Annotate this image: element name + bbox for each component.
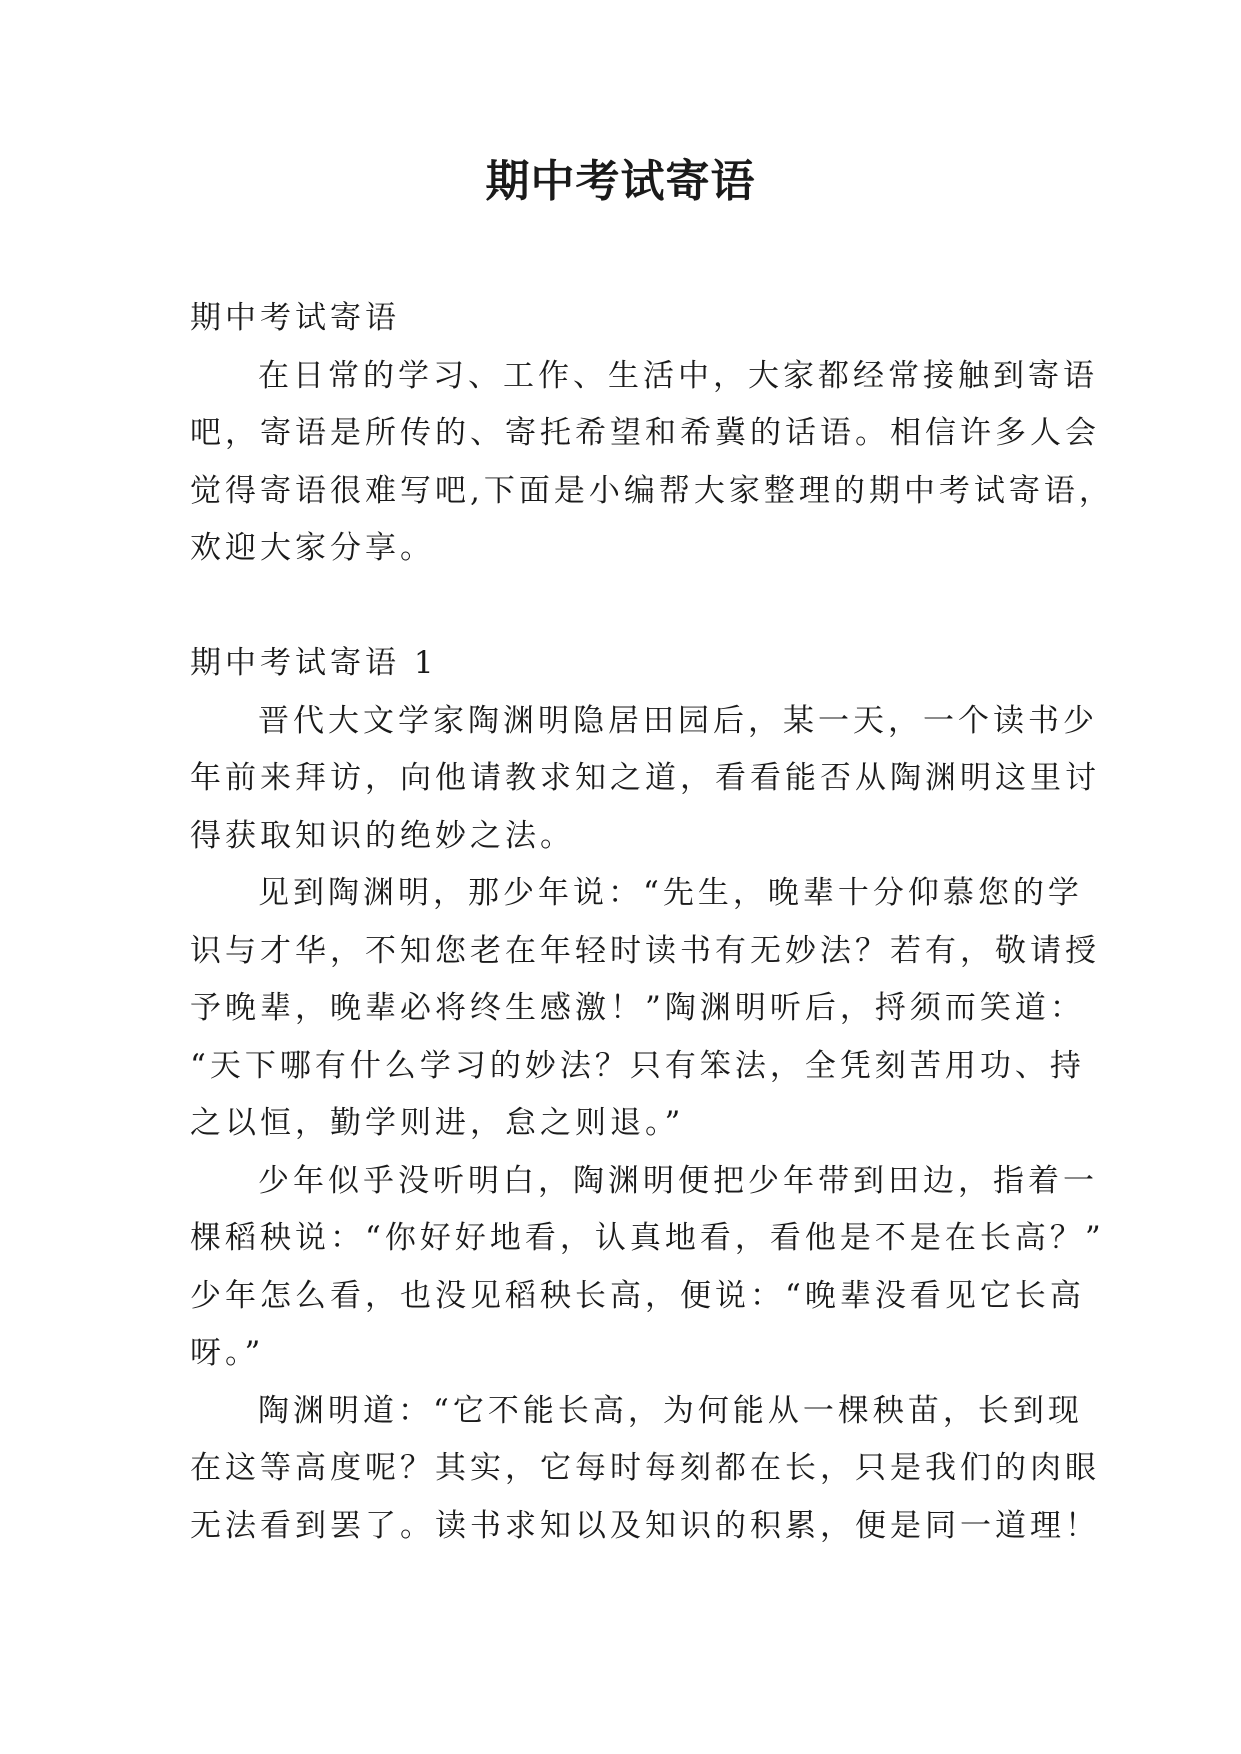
paragraph-line: 予晚辈，晚辈必将终生感激！”陶渊明听后，捋须而笑道： [190,990,1085,1026]
paragraph-1 [190,693,1100,866]
paragraph-line: 呀。” [190,1335,265,1371]
paragraph-line: 无法看到罢了。读书求知以及知识的积累，便是同一道理！ [190,1507,1100,1544]
paragraph-2 [190,865,1100,1153]
paragraph-line: 陶渊明道：“它不能长高，为何能从一棵秧苗，长到现 [258,1392,1083,1429]
paragraph-line: 少年似乎没听明白，陶渊明便把少年带到田边，指着一 [258,1162,1098,1199]
intro-line: 吧，寄语是所传的、寄托希望和希冀的话语。相信许多人会 [190,415,1100,451]
document-body [190,290,1114,1555]
paragraph-line: 少年怎么看，也没见稻秧长高，便说：“晚辈没看见它长高 [190,1277,1085,1314]
subheading: 期中考试寄语 [190,300,400,336]
intro-line: 在日常的学习、工作、生活中，大家都经常接触到寄语 [258,357,1098,394]
paragraph-line: 晋代大文学家陶渊明隐居田园后，某一天，一个读书少 [258,702,1098,739]
document-title: 期中考试寄语 [485,156,756,207]
intro-line: 欢迎大家分享。 [190,530,435,566]
paragraph-4 [190,1383,1100,1556]
paragraph-line: 得获取知识的绝妙之法。 [190,817,575,854]
paragraph-line: 见到陶渊明，那少年说：“先生，晚辈十分仰慕您的学 [258,875,1083,911]
blank-line [190,578,1060,636]
paragraph-3 [190,1153,1105,1383]
paragraph-line: 在这等高度呢？其实，它每时每刻都在长，只是我们的肉眼 [190,1450,1100,1486]
paragraph-line: “天下哪有什么学习的妙法？只有笨法，全凭刻苦用功、持 [190,1047,1085,1084]
paragraph-line: 年前来拜访，向他请教求知之道，看看能否从陶渊明这里讨 [190,760,1100,796]
section-heading: 期中考试寄语 1 [190,645,438,681]
paragraph-line: 棵稻秧说：“你好好地看，认真地看，看他是不是在长高？” [190,1220,1105,1256]
intro-paragraph [190,348,1114,578]
paragraph-line: 识与才华，不知您老在年轻时读书有无妙法？若有，敬请授 [190,932,1100,969]
paragraph-line: 之以恒，勤学则进，怠之则退。” [190,1105,685,1141]
intro-line: 觉得寄语很难写吧,下面是小编帮大家整理的期中考试寄语， [190,472,1114,509]
